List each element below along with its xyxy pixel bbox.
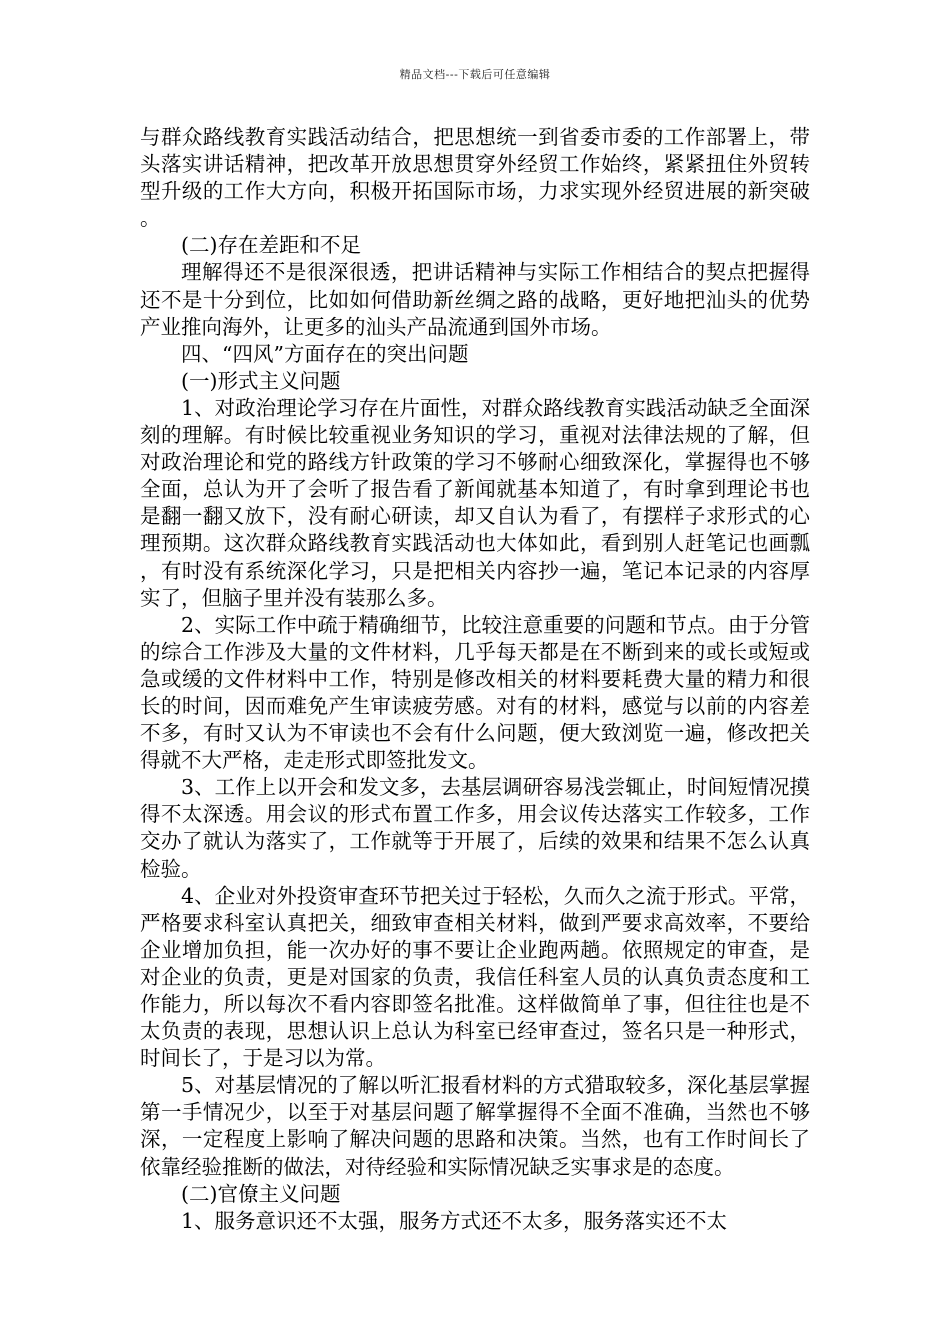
section-heading: (一)形式主义问题: [181, 368, 341, 393]
section-heading: 四、“四风”方面存在的突出问题: [181, 341, 469, 366]
paragraph: 5、对基层情况的了解以听汇报看材料的方式猎取较多，深化基层掌握第一手情况少，以至于对基层问题了解掌握得不全面不准确，当然也不够深，一定程度上影响了解决问题的思路和决策。当然，也有工作时间长了依靠经验推断的做法，对待经验和实际情况缺乏实事求是的态度。: [140, 1073, 810, 1179]
paragraph: 理解得还不是很深很透，把讲话精神与实际工作相结合的契点把握得还不是十分到位，比如如何借助新丝绸之路的战略，更好地把汕头的优势产业推向海外，让更多的汕头产品流通到国外市场。: [140, 260, 810, 339]
page-header: 精品文档---下载后可任意编辑: [399, 68, 551, 81]
paragraph: 与群众路线教育实践活动结合，把思想统一到省委市委的工作部署上，带头落实讲话精神，把改革开放思想贯穿外经贸工作始终，紧紧扭住外贸转型升级的工作大方向，积极开拓国际市场，力求实现外经贸进展的新突破。: [140, 125, 810, 231]
section-heading: (二)存在差距和不足: [181, 233, 361, 258]
document-body: [140, 124, 810, 1235]
paragraph: 4、企业对外投资审查环节把关过于轻松，久而久之流于形式。平常，严格要求科室认真把关，细致审查相关材料，做到严要求高效率，不要给企业增加负担，能一次办好的事不要让企业跑两趟。依照规定的审查，是对企业的负责，更是对国家的负责，我信任科室人员的认真负责态度和工作能力，所以每次不看内容即签名批准。这样做简单了事，但往往也是不太负责的表现，思想认识上总认为科室已经审查过，签名只是一种形式，时间长了，于是习以为常。: [140, 883, 810, 1071]
paragraph: 1、对政治理论学习存在片面性，对群众路线教育实践活动缺乏全面深刻的理解。有时候比较重视业务知识的学习，重视对法律法规的了解，但对政治理论和党的路线方针政策的学习不够耐心细致深化，掌握得也不够全面，总认为开了会听了报告看了新闻就基本知道了，有时拿到理论书也是翻一翻又放下，没有耐心研读，却又自认为看了，有摆样子求形式的心理预期。这次群众路线教育实践活动也大体如此，看到别人赶笔记也画瓢，有时没有系统深化学习，只是把相关内容抄一遍，笔记本记录的内容厚实了，但脑子里并没有装那么多。: [140, 395, 810, 610]
section-heading: (二)官僚主义问题: [181, 1181, 341, 1206]
paragraph: 3、工作上以开会和发文多，去基层调研容易浅尝辄止，时间短情况摸得不太深透。用会议的形式布置工作多，用会议传达落实工作较多，工作交办了就认为落实了，工作就等于开展了，后续的效果和结果不怎么认真检验。: [140, 775, 810, 881]
paragraph: 1、服务意识还不太强，服务方式还不太多，服务落实还不太: [181, 1208, 728, 1233]
paragraph: 2、实际工作中疏于精确细节，比较注意重要的问题和节点。由于分管的综合工作涉及大量的文件材料，几乎每天都是在不断到来的或长或短或急或缓的文件材料中工作，特别是修改相关的材料要耗费大量的精力和很长的时间，因而难免产生审读疲劳感。对有的材料，感觉与以前的内容差不多，有时又认为不审读也不会有什么问题，便大致浏览一遍，修改把关得就不大严格，走走形式即签批发文。: [140, 612, 810, 773]
